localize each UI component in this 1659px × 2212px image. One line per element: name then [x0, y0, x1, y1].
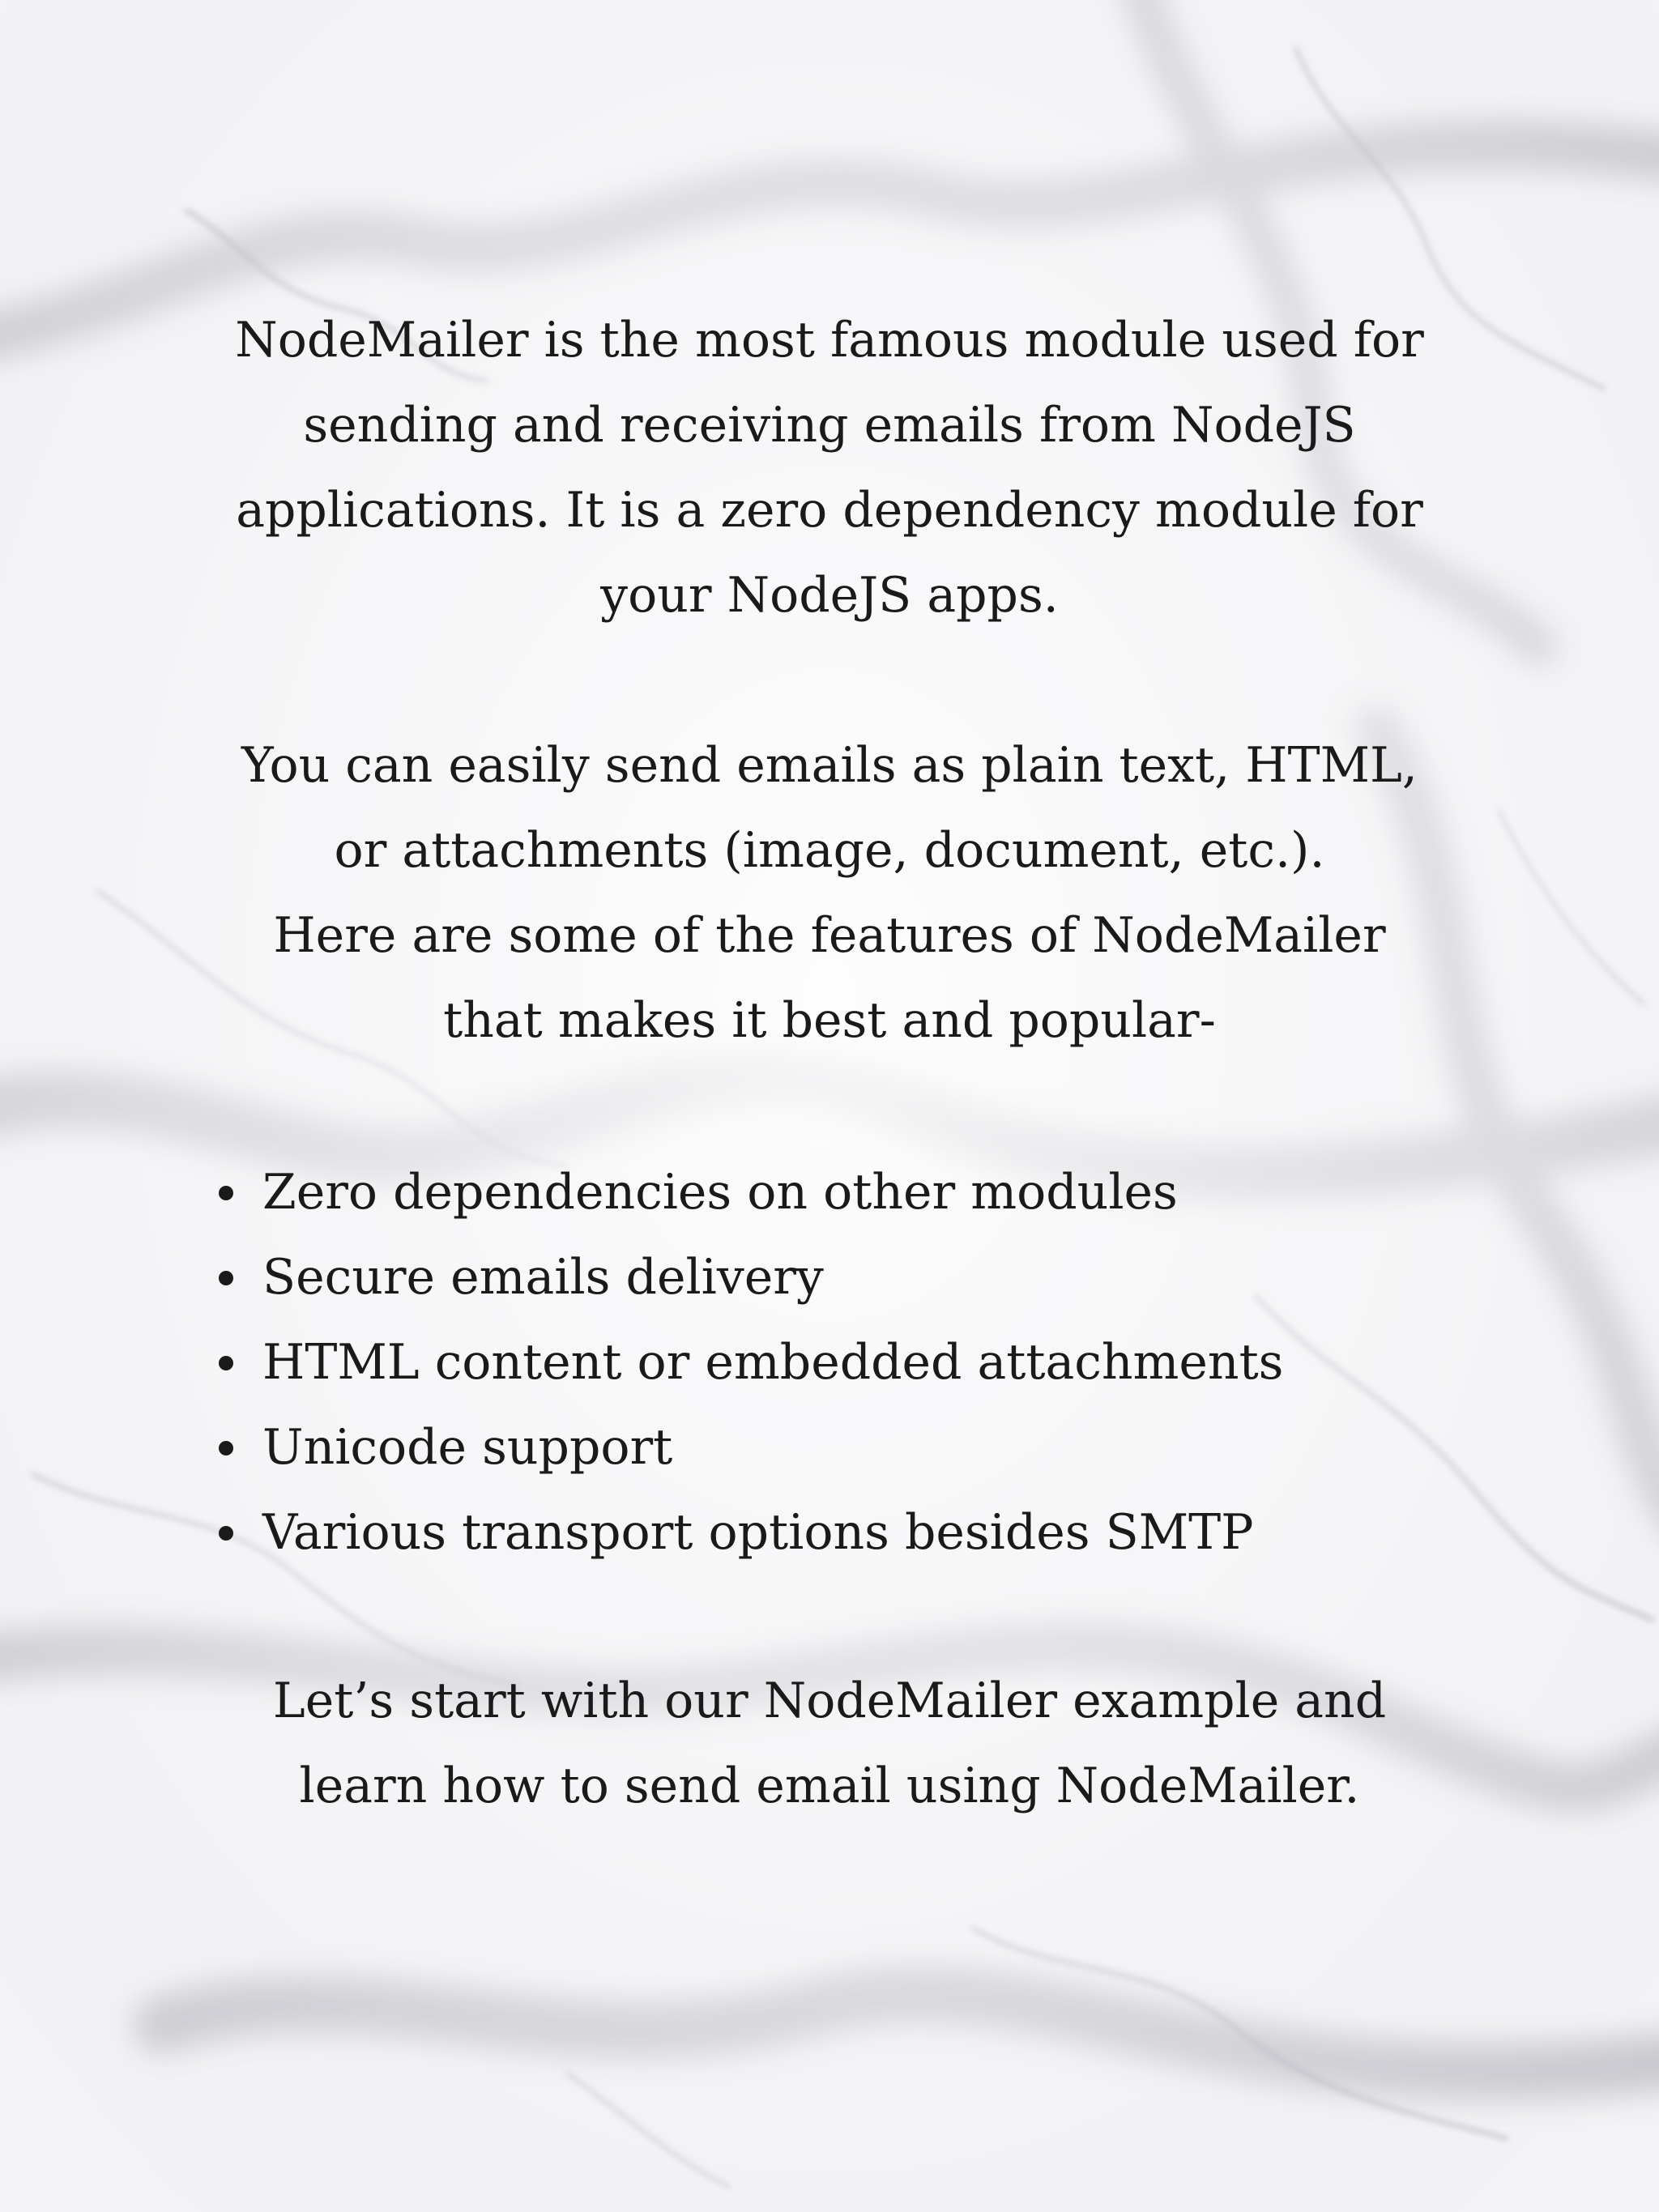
bullet-dot-icon	[219, 1356, 233, 1370]
intro-line: applications. It is a zero dependency module for	[236, 482, 1423, 539]
intro-line: your NodeJS apps.	[600, 567, 1059, 624]
features-list	[219, 1150, 1283, 1575]
list-item	[219, 1405, 1283, 1490]
feature-text: Unicode support	[262, 1419, 673, 1476]
list-item	[219, 1320, 1283, 1405]
list-item	[219, 1490, 1283, 1575]
list-item	[219, 1150, 1283, 1235]
closing-paragraph	[146, 1659, 1513, 1829]
bullet-dot-icon	[219, 1441, 233, 1455]
closing-line: learn how to send email using NodeMailer.	[299, 1758, 1360, 1814]
bullet-dot-icon	[219, 1271, 233, 1285]
details-line: Here are some of the features of NodeMailer	[273, 907, 1386, 964]
intro-line: NodeMailer is the most famous module used for	[235, 312, 1424, 369]
list-item	[219, 1235, 1283, 1320]
details-line: that makes it best and popular-	[443, 992, 1216, 1049]
bullet-dot-icon	[219, 1526, 233, 1541]
bullet-dot-icon	[219, 1186, 233, 1200]
feature-text: Various transport options besides SMTP	[262, 1504, 1254, 1561]
details-line: or attachments (image, document, etc.).	[334, 822, 1325, 879]
intro-paragraph	[146, 298, 1513, 638]
details-paragraph	[146, 723, 1513, 1063]
feature-text: Secure emails delivery	[262, 1249, 824, 1306]
closing-line: Let’s start with our NodeMailer example and	[272, 1673, 1387, 1729]
intro-line: sending and receiving emails from NodeJS	[303, 397, 1356, 454]
feature-text: Zero dependencies on other modules	[262, 1164, 1178, 1221]
feature-text: HTML content or embedded attachments	[262, 1334, 1284, 1391]
details-line: You can easily send emails as plain text, HTML,	[241, 737, 1418, 794]
